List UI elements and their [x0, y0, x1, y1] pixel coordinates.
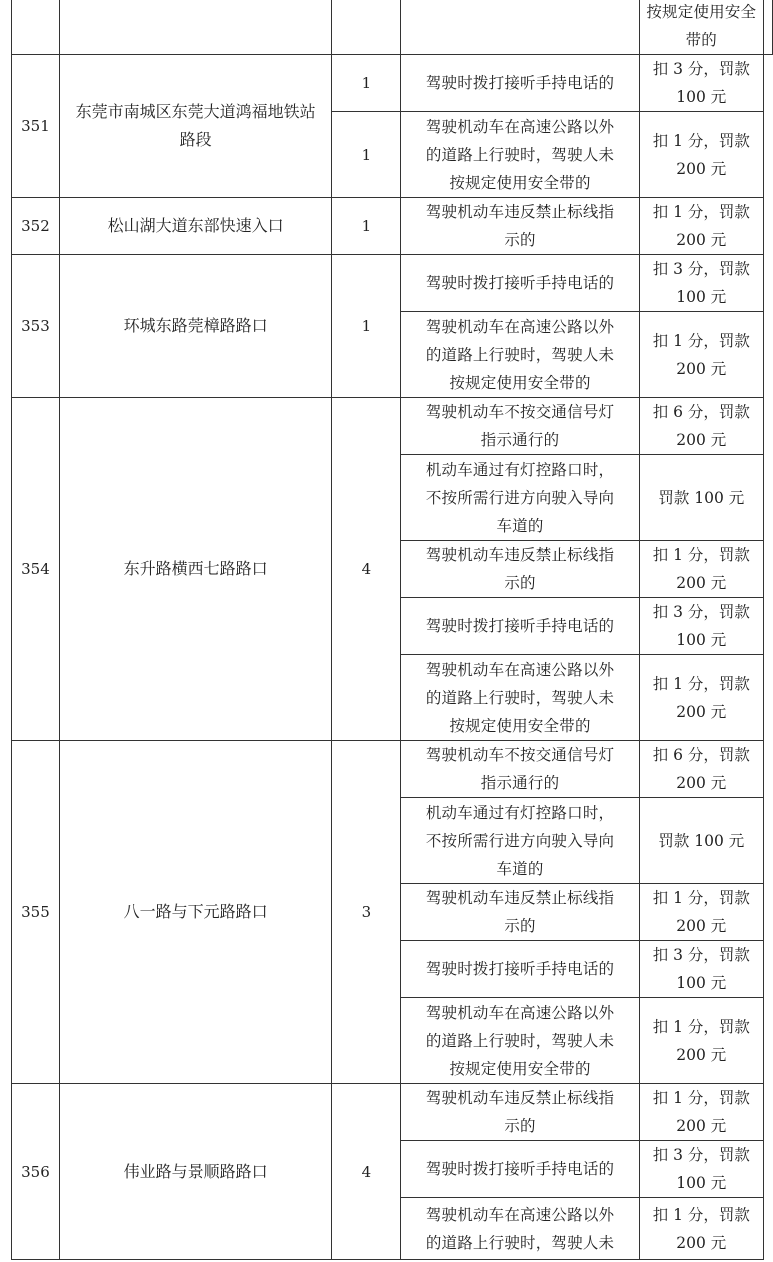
- location-name: 东升路横西七路路口: [59, 398, 331, 741]
- violation-behavior-line: 驾驶机动车在高速公路以外: [425, 117, 615, 136]
- penalty-line: 扣 3 分，罚款: [652, 603, 750, 621]
- violation-behavior-line: 的道路上行驶时，驾驶人未: [425, 688, 615, 707]
- penalty-line: 扣 1 分，罚款: [652, 674, 750, 693]
- penalty: [639, 255, 763, 312]
- violation-behavior-line: 驾驶机动车不按交通信号灯: [425, 403, 615, 421]
- table-row: [12, 398, 773, 455]
- penalty-line: 扣 6 分，罚款: [652, 403, 750, 421]
- violation-behavior-line: 驾驶机动车在高速公路以外: [425, 1003, 615, 1022]
- penalty-line: 100 元: [676, 974, 727, 992]
- violation-behavior: [639, 0, 763, 55]
- violation-behavior-line: 的道路上行驶时，驾驶人未: [425, 145, 615, 164]
- violations-table: [11, 0, 773, 1260]
- violation-behavior: [401, 1141, 639, 1198]
- violation-behavior-line: 不按所需行进方向驶入导向: [425, 488, 615, 507]
- violation-behavior: [401, 198, 639, 255]
- violation-behavior-line: 驾驶时拨打接听手持电话的: [425, 960, 615, 978]
- penalty-line: 100 元: [676, 1174, 727, 1192]
- violation-behavior: [401, 1084, 639, 1141]
- table-row: [12, 0, 773, 55]
- penalty-line: 200 元: [676, 1045, 727, 1064]
- violation-behavior: [401, 998, 639, 1084]
- device-count: 4: [332, 1084, 401, 1260]
- record-number: 355: [12, 741, 60, 1084]
- violation-behavior-line: 驾驶时拨打接听手持电话的: [425, 274, 615, 292]
- violation-behavior-line: 示的: [504, 1117, 536, 1135]
- penalty-line: 扣 1 分，罚款: [652, 546, 750, 564]
- violation-behavior: [401, 255, 639, 312]
- penalty-line: 扣 1 分，罚款: [652, 1089, 750, 1107]
- penalty: [639, 884, 763, 941]
- violation-behavior-line: 驾驶机动车在高速公路以外: [425, 1205, 615, 1224]
- violation-behavior-line: 的道路上行驶时，驾驶人未: [425, 345, 615, 364]
- violation-behavior-line: 驾驶机动车违反禁止标线指: [425, 203, 615, 221]
- penalty-line: 扣 6 分，罚款: [652, 746, 750, 764]
- violation-behavior-line: 车道的: [496, 859, 544, 878]
- violation-behavior-line: 按规定使用安全带的: [449, 1059, 591, 1078]
- violations-table-body: [12, 0, 773, 1260]
- violation-behavior-line: 按规定使用安全带的: [449, 173, 591, 192]
- penalty-line: 100 元: [676, 631, 727, 649]
- penalty-line: 200 元: [676, 774, 727, 792]
- location-name: 松山湖大道东部快速入口: [59, 198, 331, 255]
- violation-behavior-line: 驾驶机动车违反禁止标线指: [425, 546, 615, 564]
- penalty-line: 200 元: [676, 159, 727, 178]
- penalty-line: 罚款 100 元: [658, 488, 745, 507]
- violation-behavior-line: 指示通行的: [480, 431, 560, 449]
- penalty: [639, 998, 763, 1084]
- device-count: 3: [332, 741, 401, 1084]
- penalty: [639, 198, 763, 255]
- penalty: [639, 1141, 763, 1198]
- violation-behavior: [401, 55, 639, 112]
- penalty: [639, 598, 763, 655]
- violation-behavior-line: 驾驶机动车违反禁止标线指: [425, 1089, 615, 1107]
- record-number: 354: [12, 398, 60, 741]
- violation-behavior-line: 驾驶机动车不按交通信号灯: [425, 746, 615, 764]
- violation-behavior-line: 的道路上行驶时，驾驶人未: [425, 1031, 615, 1050]
- violation-behavior-line: 指示通行的: [480, 774, 560, 792]
- penalty-line: 100 元: [676, 288, 727, 306]
- penalty-line: 200 元: [676, 702, 727, 721]
- violation-behavior: [401, 398, 639, 455]
- violation-behavior: [401, 941, 639, 998]
- device-count: 1: [332, 55, 401, 112]
- penalty-line: 200 元: [676, 231, 727, 249]
- table-row: [12, 255, 773, 312]
- penalty-line: 200 元: [676, 917, 727, 935]
- record-number: 351: [12, 55, 60, 198]
- penalty: [639, 1084, 763, 1141]
- penalty-line: 200 元: [676, 574, 727, 592]
- violation-behavior: [401, 798, 639, 884]
- penalty-line: 扣 3 分，罚款: [652, 1146, 750, 1164]
- penalty: [639, 655, 763, 741]
- violation-behavior: [401, 312, 639, 398]
- device-count: [401, 0, 639, 55]
- record-number: 353: [12, 255, 60, 398]
- violation-behavior-line: 驾驶时拨打接听手持电话的: [425, 74, 615, 92]
- location-name: 伟业路与景顺路路口: [59, 1084, 331, 1260]
- record-number: 356: [12, 1084, 60, 1260]
- penalty: [639, 798, 763, 884]
- penalty: [639, 941, 763, 998]
- device-count: 1: [332, 255, 401, 398]
- violation-behavior-line: 按规定使用安全带的: [646, 3, 757, 49]
- violation-behavior: [401, 741, 639, 798]
- penalty: [639, 455, 763, 541]
- table-row: [12, 55, 773, 112]
- penalty-line: 扣 1 分，罚款: [652, 131, 750, 150]
- violation-behavior-line: 驾驶机动车在高速公路以外: [425, 660, 615, 679]
- penalty: [639, 741, 763, 798]
- penalty-line: 扣 3 分，罚款: [652, 946, 750, 964]
- penalty-line: 100 元: [676, 88, 727, 106]
- location-name: 环城东路莞樟路路口: [59, 255, 331, 398]
- violation-behavior-line: 不按所需行进方向驶入导向: [425, 831, 615, 850]
- device-count: 1: [332, 198, 401, 255]
- penalty-line: 扣 1 分，罚款: [652, 1205, 750, 1224]
- table-row: [12, 1084, 773, 1141]
- violation-behavior-line: 按规定使用安全带的: [449, 373, 591, 392]
- penalty-line: 罚款 100 元: [658, 831, 745, 850]
- violation-behavior-line: 示的: [504, 574, 536, 592]
- penalty-line: 扣 1 分，罚款: [652, 1017, 750, 1036]
- location-name: 八一路与下元路路口: [59, 741, 331, 1084]
- penalty-line: 扣 3 分，罚款: [652, 60, 750, 78]
- violation-behavior: [401, 655, 639, 741]
- penalty: [639, 541, 763, 598]
- violation-behavior: [401, 598, 639, 655]
- location-name: 东莞市南城区东莞大道鸿福地铁站路段: [59, 55, 331, 198]
- penalty-line: 200 元: [676, 359, 727, 378]
- violation-behavior-line: 驾驶机动车违反禁止标线指: [425, 889, 615, 907]
- record-number: 352: [12, 198, 60, 255]
- penalty-line: 扣 1 分，罚款: [652, 889, 750, 907]
- violation-behavior: [401, 884, 639, 941]
- table-row: [12, 741, 773, 798]
- penalty: [639, 112, 763, 198]
- violation-behavior: [401, 541, 639, 598]
- penalty-line: 200 元: [676, 1233, 727, 1252]
- violation-behavior-line: 驾驶机动车在高速公路以外: [425, 317, 615, 336]
- violation-behavior-line: 机动车通过有灯控路口时，: [425, 803, 615, 822]
- violation-behavior-line: 的道路上行驶时，驾驶人未: [425, 1233, 615, 1252]
- record-number: [12, 0, 60, 55]
- violation-behavior-line: 机动车通过有灯控路口时，: [425, 460, 615, 479]
- penalty-line: 200 元: [676, 1117, 727, 1135]
- violation-behavior: [401, 112, 639, 198]
- location-name: [59, 0, 331, 55]
- violation-behavior: [401, 1198, 639, 1260]
- violation-behavior-line: 按规定使用安全带的: [449, 716, 591, 735]
- violation-behavior: [401, 455, 639, 541]
- table-row: [12, 198, 773, 255]
- violation-behavior-line: 示的: [504, 917, 536, 935]
- penalty-line: 扣 3 分，罚款: [652, 260, 750, 278]
- penalty: [764, 0, 773, 55]
- device-count: 4: [332, 398, 401, 741]
- device-count: [332, 0, 401, 55]
- device-count: 1: [332, 112, 401, 198]
- violation-behavior-line: 示的: [504, 231, 536, 249]
- penalty-line: 扣 1 分，罚款: [652, 203, 750, 221]
- violation-behavior-line: 驾驶时拨打接听手持电话的: [425, 1160, 615, 1178]
- penalty: [639, 312, 763, 398]
- violation-behavior-line: 驾驶时拨打接听手持电话的: [425, 617, 615, 635]
- penalty: [639, 55, 763, 112]
- penalty: [639, 398, 763, 455]
- violation-behavior-line: 车道的: [496, 516, 544, 535]
- penalty-line: 扣 1 分，罚款: [652, 331, 750, 350]
- penalty: [639, 1198, 763, 1260]
- penalty-line: 200 元: [676, 431, 727, 449]
